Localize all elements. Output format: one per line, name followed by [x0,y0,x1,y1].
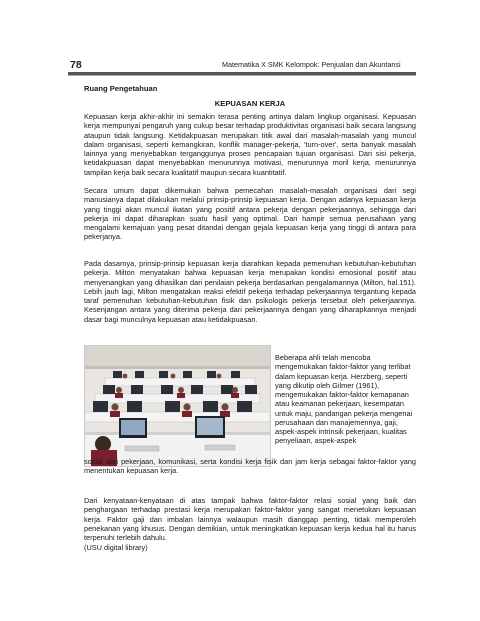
paragraph-2: Secara umum dapat dikemukan bahwa pemecahan masalah-masalah organisasi dari segi manusianya dapat dilakukan melalui prinsip-prinsip kepuasan kerja. Dengan adanya kepuasan kerja yang tinggi akan muncul ikatan yang positif antara pekerja dengan pekerjaannya, sehingga dari pekerja ini dapat diharapkan suatu hasil yang optimal. Dari hampir semua perusahaan yang mengalami kemajuan yang pesat ditandai dengan gejala kepuasan kerja yang tinggi di antara para pekerjanya. [84,186,416,242]
paragraph-3: Pada dasarnya, prinsip-prinsip kepuasan kerja diarahkan kepada pemenuhan kebutuhan-kebutuhan pekerja. Milton menyatakan bahwa kepuasan kerja merupakan kondisi emosional positif atau menyenangkan yang dihasilkan dari penilaian pekerja berdasarkan pengalamannya (Milton, hal.151). Lebih jauh lagi, Milton mengatakan reaksi efektif pekerja terhadap pekerjaannya tergantung kepada taraf pemenuhan kebutuhan-kebutuhan fisik dan psikologis pekerja tersebut oleh pekerjaannya. Kesenjangan antara yang diterima pekerja dari pekerjaannya dengan yang diharapkannya menjadi dasar bagi munculnya kepuasan atau ketidakpuasan. [84,259,416,324]
paragraph-1: Kepuasan kerja akhir-akhir ini semakin terasa penting artinya dalam lingkup organisasi. Kepuasan kerja mempunyai pengaruh yang cukup besar terhadap produktivitas organisasi baik secara langsung ataupun tidak langsung. Ketidakpuasan merupakan titik awal dari masalah-masalah yang muncul dalam organisasi, seperti kemangkiran, konflik manager-pekerja, 'turn-over', serta banyak masalah lainnya yang menyebabkan terganggunya proses pencapaian tujuan organisasi. Dari sisi pekerja, ketidakpuasan dapat menyebabkan menurunnya motivasi, menurunnya moril kerja, menurunnya tampilan kerja baik secara kualitatif maupun secara kuantitatif. [84,112,416,177]
office-photo [84,345,271,467]
header-rule [68,72,416,76]
wrapped-paragraph: Beberapa ahli telah mencoba mengemukakan faktor-faktor yang terlibat dalam kepuasan kerja. Herzberg, seperti yang dikutip oleh Gilmer (1961), mengemukakan faktor-faktor kemapanan atau keamanan pekerjaan, kesempatan untuk maju, pandangan pekerja mengenai perusahaan dan manajemennya, gaji, aspek-aspek intrinsik pekerjaan, kualitas penyeliaan, aspek-aspek [275,353,413,446]
source-citation: (USU digital library) [84,543,148,552]
paragraph-4: sosial dari pekerjaan, komunikasi, serta kondisi kerja fisik dan jam kerja sebagai faktor-faktor yang menentukan kepuasan kerja. [84,457,416,476]
paragraph-5: Dari kenyataan-kenyataan di atas tampak bahwa faktor-faktor relasi sosial yang baik dan penghargaan terhadap prestasi kerja merupakan faktor-faktor yang sangat menetukan kepuasan kerja. Faktor gaji dan imbalan lainnya walaupun masih dianggap penting, tidak memperoleh penekanan yang khusus. Dengan demikian, untuk meningkatkan kepuasan kerja kedua hal itu harus terpenuhi terlebih dahulu. [84,496,416,542]
article-title: KEPUASAN KERJA [214,99,286,108]
running-header: Matematika X SMK Kelompok: Penjualan dan Akuntansi [222,60,401,69]
page-number: 78 [70,59,82,71]
section-label: Ruang Pengetahuan [84,84,158,93]
